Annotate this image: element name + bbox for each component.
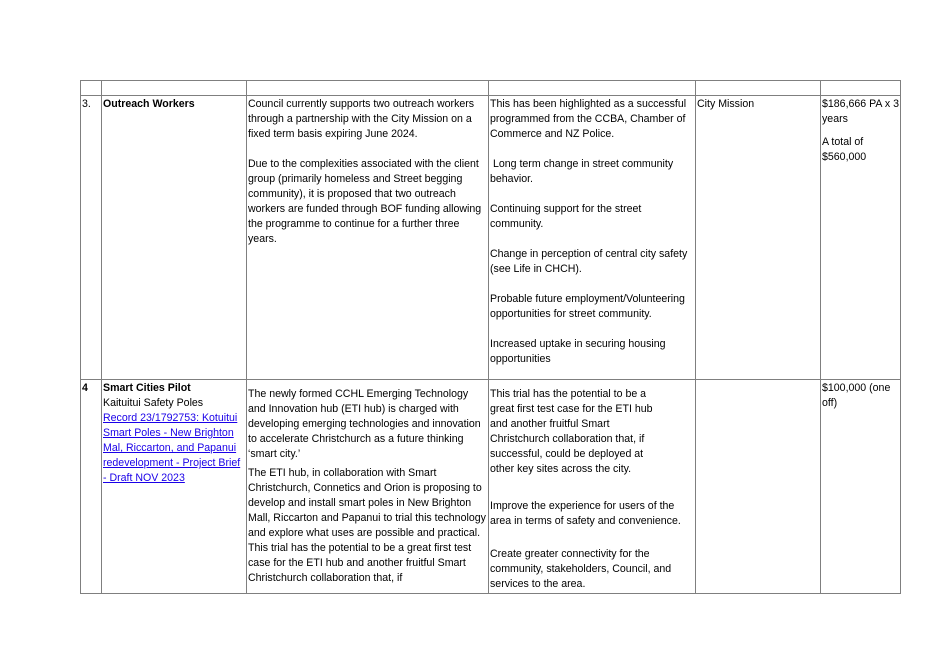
description-cell xyxy=(247,380,489,594)
description-paragraph: The ETI hub, in collaboration with Smart Christchurch, Connetics and Orion is proposing to develop and install smart poles in New Brighton Mall, Riccarton and Papanui to trial this technology and explore what uses are possible and practical. This trial has the potential to be a great first test case for the ETI hub and another fruitful Smart Christchurch collaboration that, if xyxy=(248,467,486,584)
row-title: Outreach Workers xyxy=(103,98,195,110)
table-row xyxy=(81,380,901,594)
outcomes-cell xyxy=(489,380,696,594)
description-paragraph: Council currently supports two outreach workers through a partnership with the City Mission on a fixed term basis expiring June 2024. xyxy=(248,98,475,140)
cost-line: A total of $560,000 xyxy=(822,136,867,163)
row-number: 4 xyxy=(81,380,102,594)
cost-line: $100,000 (one off) xyxy=(822,382,891,409)
record-link[interactable]: Record 23/1792753: Kotuitui Smart Poles - New Brighton Mal, Riccarton, and Papanui redevelopment - Project Brief - Draft NOV 2023 xyxy=(103,412,241,484)
cost-line: $186,666 PA x 3 years xyxy=(822,98,899,125)
table-row xyxy=(81,96,901,380)
outcome-paragraph: Increased uptake in securing housing opportunities xyxy=(490,338,666,365)
outcome-paragraph: Change in perception of central city safety (see Life in CHCH). xyxy=(490,248,688,275)
row-number: 3. xyxy=(81,96,102,380)
row-subtitle: Kaituitui Safety Poles xyxy=(103,397,204,409)
cost-cell xyxy=(821,96,901,380)
outcomes-cell xyxy=(489,96,696,380)
outcome-paragraph: Long term change in street community behavior. xyxy=(490,158,677,185)
cost-cell xyxy=(821,380,901,594)
outcome-paragraph: This has been highlighted as a successful programmed from the CCBA, Chamber of Commerce and NZ Police. xyxy=(490,98,687,140)
description-cell xyxy=(247,96,489,380)
partner-cell xyxy=(696,380,821,594)
description-paragraph: The newly formed CCHL Emerging Technology and Innovation hub (ETI hub) is charged with developing emerging technologies and innovation to accelerate Christchurch as a future thinking ‘smart city.’ xyxy=(248,388,481,460)
outcome-paragraph: Continuing support for the street community. xyxy=(490,203,642,230)
table-header-row xyxy=(81,81,901,96)
outcome-paragraph: Improve the experience for users of the area in terms of safety and convenience. xyxy=(490,500,681,527)
partner-cell: City Mission xyxy=(696,96,821,380)
row-title: Smart Cities Pilot xyxy=(103,382,191,394)
outcome-paragraph: Probable future employment/Volunteering opportunities for street community. xyxy=(490,293,685,320)
description-paragraph: Due to the complexities associated with the client group (primarily homeless and Street begging community), it is proposed that two outreach workers are funded through BOF funding allowing the programme to continue for a further three years. xyxy=(248,158,482,245)
outcome-paragraph: This trial has the potential to be a great first test case for the ETI hub and another fruitful Smart Christchurch collaboration that, if successful, could be deployed at other key sites across the city. xyxy=(490,388,653,475)
funding-table xyxy=(80,80,901,594)
outcome-paragraph: Create greater connectivity for the community, stakeholders, Council, and services to the area. xyxy=(490,548,672,590)
